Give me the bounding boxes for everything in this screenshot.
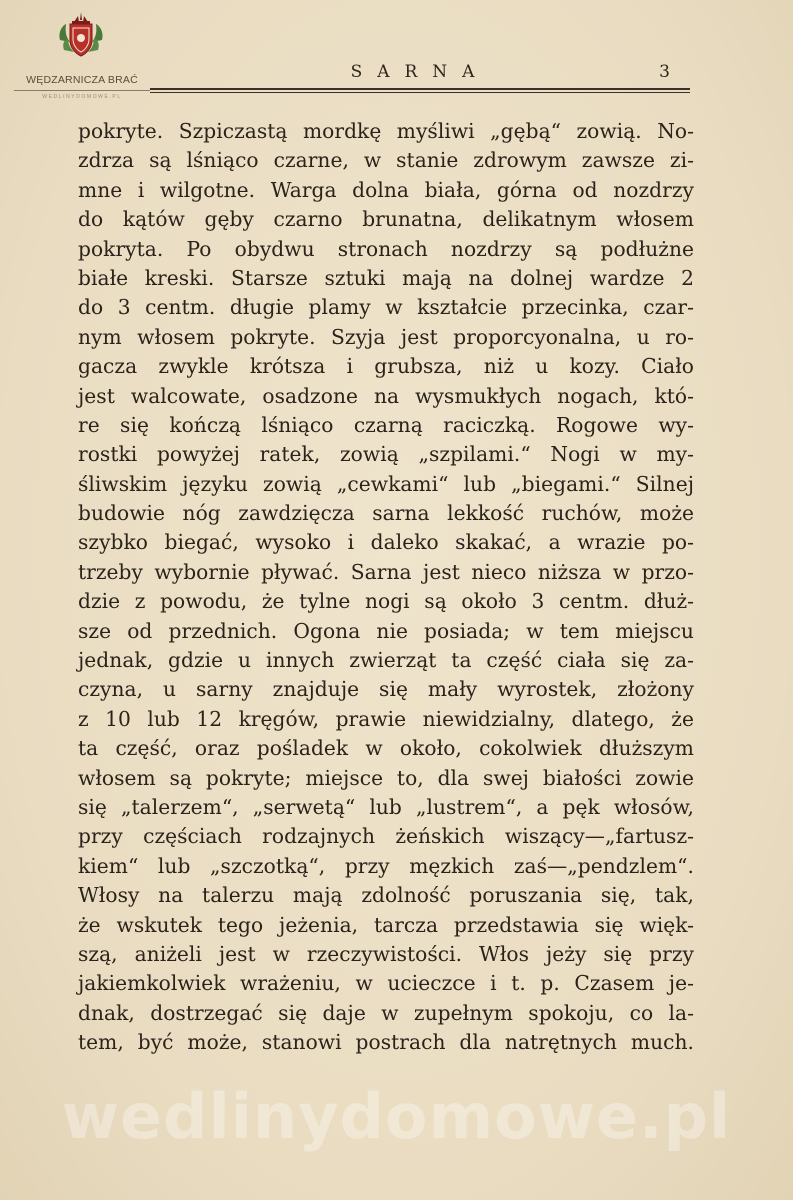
text-line: tem, być może, stanowi postrach dla natrętnych much. [78, 1030, 694, 1055]
text-line: dzie z powodu, że tylne nogi są około 3 centm. dłuż- [78, 589, 694, 614]
text-line: budowie nóg zawdzięcza sarna lekkość ruchów, może [78, 501, 694, 526]
site-logo[interactable] [12, 10, 152, 100]
text-line: zdrza są lśniąco czarne, w stanie zdrowym zawsze zi- [78, 148, 694, 173]
text-line: ta część, oraz pośladek w około, cokolwiek dłuższym [78, 736, 694, 761]
text-line: pokryta. Po obydwu stronach nozdrzy są podłużne [78, 236, 694, 261]
text-line: dnak, dostrzegać się daje w zupełnym spokoju, co la- [78, 1000, 694, 1025]
header-rule-thick [150, 88, 690, 90]
text-line: trzeby wybornie pływać. Sarna jest nieco niższa w przo- [78, 559, 694, 584]
text-line: szą, aniżeli jest w rzeczywistości. Włos jeży się przy [78, 941, 694, 966]
running-head: SARNA [350, 62, 490, 82]
text-line: re się kończą lśniąco czarną raciczką. Rogowe wy- [78, 412, 694, 437]
page-number: 3 [659, 62, 670, 82]
text-line: jednak, gdzie u innych zwierząt ta część ciała się za- [78, 648, 694, 673]
text-line: do 3 centm. długie plamy w kształcie przecinka, czar- [78, 295, 694, 320]
logo-url: WEDLINYDOMOWE.PL [42, 94, 122, 100]
text-line: włosem są pokryte; miejsce to, dla swej białości zowie [78, 765, 694, 790]
text-line: kiem“ lub „szczotką“, przy męzkich zaś—„pendzlem“. [78, 853, 694, 878]
text-line: przy częściach rodzajnych żeńskich wiszący—„fartusz- [78, 824, 694, 849]
text-line: gacza zwykle krótsza i grubsza, niż u kozy. Ciało [78, 354, 694, 379]
page-header [150, 58, 690, 90]
text-line: że wskutek tego jeżenia, tarcza przedstawia się więk- [78, 912, 694, 937]
logo-name: WĘDZARNICZA BRAĆ [26, 74, 138, 86]
text-line: rostki powyżej ratek, zowią „szpilami.“ Nogi w my- [78, 442, 694, 467]
text-line: śliwskim języku zowią „cewkami“ lub „biegami.“ Silnej [78, 471, 694, 496]
logo-divider [14, 90, 150, 91]
crest-icon [56, 10, 106, 62]
text-line: jakiemkolwiek wrażeniu, w ucieczce i t. p. Czasem je- [78, 971, 694, 996]
text-line: czyna, u sarny znajduje się mały wyrostek, złożony [78, 677, 694, 702]
text-line: sze od przednich. Ogona nie posiada; w tem miejscu [78, 618, 694, 643]
text-line: do kątów gęby czarno brunatna, delikatnym włosem [78, 207, 694, 232]
text-line: nym włosem pokryte. Szyja jest proporcyonalna, u ro- [78, 324, 694, 349]
text-line: się „talerzem“, „serwetą“ lub „lustrem“, a pęk włosów, [78, 794, 694, 819]
text-line: mne i wilgotne. Warga dolna biała, górna od nozdrzy [78, 177, 694, 202]
text-line: pokryte. Szpiczastą mordkę myśliwi „gębą“ zowią. No- [78, 119, 694, 143]
body-text [78, 117, 694, 1058]
text-line: szybko biegać, wysoko i daleko skakać, a wrazie po- [78, 530, 694, 555]
header-rule-thin [150, 92, 690, 93]
text-line: białe kreski. Starsze sztuki mają na dolnej wardze 2 [78, 265, 694, 290]
text-line: jest walcowate, osadzone na wysmukłych nogach, któ- [78, 383, 694, 408]
text-line: Włosy na talerzu mają zdolność poruszania się, tak, [78, 883, 694, 908]
text-line: z 10 lub 12 kręgów, prawie niewidzialny, dlatego, że [78, 706, 694, 731]
watermark: wedlinydomowe.pl [61, 1080, 732, 1153]
